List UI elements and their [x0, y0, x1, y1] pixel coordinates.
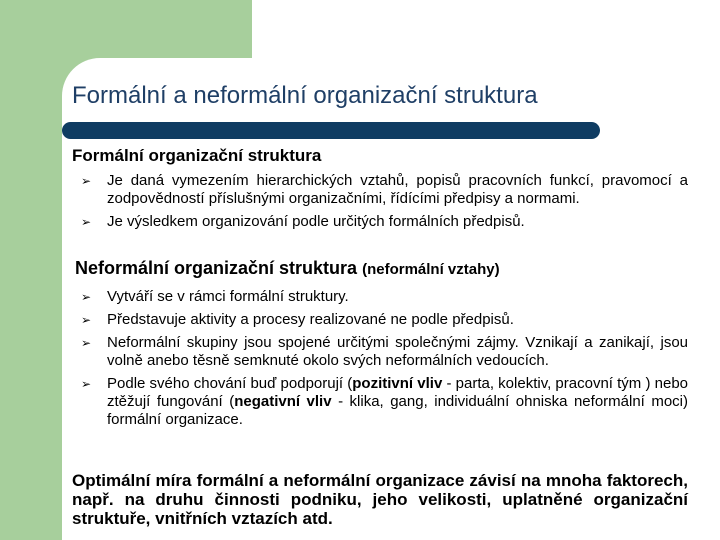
title-underline-bar: [62, 122, 600, 139]
arrow-bullet-icon: ➢: [81, 313, 92, 327]
list-item: [81, 311, 688, 329]
bullet-text-part: - parta, kolektiv, pracovní tým ) nebo ztěžují fungování (: [107, 375, 689, 410]
list-item: [81, 334, 688, 370]
arrow-bullet-icon: ➢: [81, 336, 92, 350]
informal-bullet-list: [81, 288, 689, 434]
bullet-text: Vytváří se v rámci formální struktury.: [107, 288, 349, 305]
arrow-bullet-icon: ➢: [81, 174, 92, 188]
section-heading-informal: [75, 258, 500, 279]
bullet-text: Je daná vymezením hierarchických vztahů, popisů pracovních funkcí, pravomocí a zodpovědností příslušnými organizačními, řídícími předpisy a normami.: [107, 172, 688, 207]
formal-bullet-list: [81, 172, 688, 236]
conclusion-text: Optimální míra formální a neformální organizace závisí na mnoha faktorech, např. na druhu činnosti podniku, jeho velikosti, uplatněné organizační struktuře, vnitřních vztazích atd.: [72, 471, 688, 528]
section-heading-informal-text: Neformální organizační struktura: [75, 258, 358, 278]
section-heading-formal: Formální organizační struktura: [72, 146, 322, 165]
list-item: [81, 172, 688, 208]
slide-title: Formální a neformální organizační struktura: [72, 82, 538, 109]
bullet-text-part: - klika, gang, individuální ohniska neformální moci) formální organizace.: [107, 393, 688, 428]
list-item: [81, 375, 689, 429]
list-item: [81, 213, 688, 231]
arrow-bullet-icon: ➢: [81, 377, 92, 391]
arrow-bullet-icon: ➢: [81, 215, 92, 229]
arrow-bullet-icon: ➢: [81, 290, 92, 304]
bullet-text-part: Podle svého chování buď podporují (: [107, 375, 353, 392]
bullet-text: Představuje aktivity a procesy realizované ne podle předpisů.: [107, 311, 514, 328]
bullet-text: [107, 375, 688, 428]
positive-influence-label: pozitivní vliv: [352, 375, 443, 392]
section-heading-note: (neformální vztahy): [362, 261, 500, 278]
negative-influence-label: negativní vliv: [234, 393, 332, 410]
bullet-text: Neformální skupiny jsou spojené určitými společnými zájmy. Vznikají a zanikají, jsou volně anebo těsně semknuté okolo svých neformálních vedoucích.: [107, 334, 688, 369]
bullet-text: Je výsledkem organizování podle určitých formálních předpisů.: [107, 213, 525, 230]
list-item: [81, 288, 688, 306]
